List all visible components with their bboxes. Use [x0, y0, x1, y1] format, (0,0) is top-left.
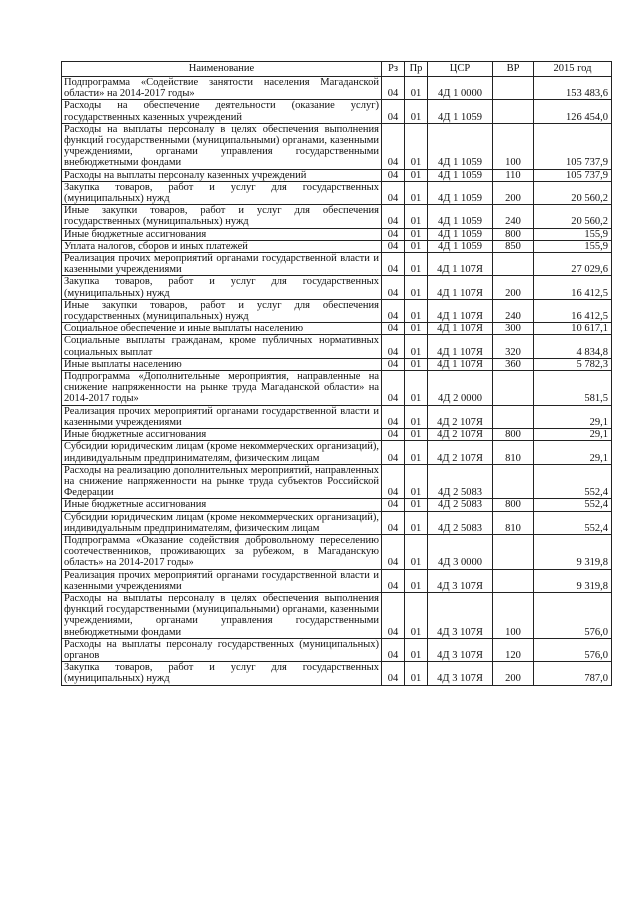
header-vr: ВР — [493, 62, 534, 77]
row-csr: 4Д 2 107Я — [428, 441, 493, 464]
row-name: Расходы на выплаты персоналу в целях обеспечения выполнения функций государственными (муниципальными) органами, казенными учреждениями, органами управления государственными внебюджетными фондами — [62, 123, 382, 169]
row-csr: 4Д 1 1059 — [428, 205, 493, 228]
row-pr: 01 — [405, 169, 428, 181]
row-pr: 01 — [405, 323, 428, 335]
table-row — [62, 511, 612, 534]
row-rz: 04 — [382, 429, 405, 441]
row-amount: 105 737,9 — [534, 123, 612, 169]
row-csr: 4Д 1 107Я — [428, 358, 493, 370]
row-pr: 01 — [405, 205, 428, 228]
row-vr: 100 — [493, 123, 534, 169]
row-pr: 01 — [405, 592, 428, 638]
row-pr: 01 — [405, 253, 428, 276]
row-vr: 200 — [493, 276, 534, 299]
row-pr: 01 — [405, 123, 428, 169]
row-name: Реализация прочих мероприятий органами государственной власти и казенными учреждениями — [62, 569, 382, 592]
table-row — [62, 228, 612, 240]
row-name: Расходы на выплаты персоналу казенных учреждений — [62, 169, 382, 181]
row-vr: 100 — [493, 592, 534, 638]
row-amount: 29,1 — [534, 405, 612, 428]
row-pr: 01 — [405, 638, 428, 661]
row-rz: 04 — [382, 77, 405, 100]
row-vr: 200 — [493, 662, 534, 685]
table-row — [62, 169, 612, 181]
table-row — [62, 205, 612, 228]
row-vr: 200 — [493, 181, 534, 204]
row-rz: 04 — [382, 405, 405, 428]
row-csr: 4Д 2 0000 — [428, 371, 493, 406]
row-pr: 01 — [405, 662, 428, 685]
row-name: Расходы на выплаты персоналу в целях обеспечения выполнения функций государственными (муниципальными) органами, казенными учреждениями, органами управления государственными внебюджетными фондами — [62, 592, 382, 638]
row-name: Закупка товаров, работ и услуг для государственных (муниципальных) нужд — [62, 276, 382, 299]
row-amount: 9 319,8 — [534, 534, 612, 569]
row-name: Социальное обеспечение и иные выплаты населению — [62, 323, 382, 335]
header-pr: Пр — [405, 62, 428, 77]
row-csr: 4Д 3 107Я — [428, 638, 493, 661]
table-row — [62, 358, 612, 370]
row-rz: 04 — [382, 169, 405, 181]
row-amount: 16 412,5 — [534, 299, 612, 322]
table-row — [62, 441, 612, 464]
row-vr — [493, 100, 534, 123]
row-name: Расходы на выплаты персоналу государственных (муниципальных) органов — [62, 638, 382, 661]
row-csr: 4Д 2 107Я — [428, 429, 493, 441]
row-csr: 4Д 2 5083 — [428, 511, 493, 534]
row-amount: 155,9 — [534, 240, 612, 252]
row-vr: 110 — [493, 169, 534, 181]
row-csr: 4Д 1 1059 — [428, 240, 493, 252]
row-csr: 4Д 3 107Я — [428, 592, 493, 638]
row-rz: 04 — [382, 662, 405, 685]
row-pr: 01 — [405, 534, 428, 569]
row-vr: 810 — [493, 511, 534, 534]
row-pr: 01 — [405, 499, 428, 511]
row-name: Иные закупки товаров, работ и услуг для обеспечения государственных (муниципальных) нужд — [62, 299, 382, 322]
row-vr: 800 — [493, 429, 534, 441]
row-csr: 4Д 3 107Я — [428, 569, 493, 592]
header-csr: ЦСР — [428, 62, 493, 77]
row-name: Социальные выплаты гражданам, кроме публичных нормативных социальных выплат — [62, 335, 382, 358]
row-amount: 576,0 — [534, 638, 612, 661]
row-name: Подпрограмма «Дополнительные мероприятия, направленные на снижение напряженности на рынке труда Магаданской области» на 2014-2017 годы» — [62, 371, 382, 406]
row-name: Иные бюджетные ассигнования — [62, 499, 382, 511]
row-vr: 810 — [493, 441, 534, 464]
table-row — [62, 299, 612, 322]
row-csr: 4Д 3 0000 — [428, 534, 493, 569]
header-rz: Рз — [382, 62, 405, 77]
row-rz: 04 — [382, 205, 405, 228]
row-pr: 01 — [405, 77, 428, 100]
table-row — [62, 335, 612, 358]
table-row — [62, 323, 612, 335]
row-amount: 581,5 — [534, 371, 612, 406]
row-vr: 300 — [493, 323, 534, 335]
table-row — [62, 77, 612, 100]
row-name: Расходы на реализацию дополнительных мероприятий, направленных на снижение напряженности на рынке труда субъектов Российской Федерации — [62, 464, 382, 499]
row-csr: 4Д 1 1059 — [428, 169, 493, 181]
row-rz: 04 — [382, 123, 405, 169]
row-pr: 01 — [405, 569, 428, 592]
row-pr: 01 — [405, 240, 428, 252]
table-row — [62, 534, 612, 569]
row-name: Иные бюджетные ассигнования — [62, 429, 382, 441]
table-row — [62, 662, 612, 685]
row-rz: 04 — [382, 228, 405, 240]
row-amount: 105 737,9 — [534, 169, 612, 181]
row-name: Подпрограмма «Содействие занятости населения Магаданской области» на 2014-2017 годы» — [62, 77, 382, 100]
table-row — [62, 240, 612, 252]
table-row — [62, 371, 612, 406]
row-rz: 04 — [382, 181, 405, 204]
row-amount: 576,0 — [534, 592, 612, 638]
row-amount: 126 454,0 — [534, 100, 612, 123]
row-name: Закупка товаров, работ и услуг для государственных (муниципальных) нужд — [62, 662, 382, 685]
row-amount: 153 483,6 — [534, 77, 612, 100]
row-name: Иные выплаты населению — [62, 358, 382, 370]
row-csr: 4Д 1 0000 — [428, 77, 493, 100]
row-name: Субсидии юридическим лицам (кроме некоммерческих организаций), индивидуальным предпринимателям, физическим лицам — [62, 511, 382, 534]
row-vr — [493, 405, 534, 428]
table-row — [62, 569, 612, 592]
row-vr — [493, 77, 534, 100]
header-year: 2015 год — [534, 62, 612, 77]
row-name: Закупка товаров, работ и услуг для государственных (муниципальных) нужд — [62, 181, 382, 204]
row-csr: 4Д 1 1059 — [428, 181, 493, 204]
table-row — [62, 100, 612, 123]
row-pr: 01 — [405, 358, 428, 370]
row-vr: 240 — [493, 299, 534, 322]
row-vr — [493, 569, 534, 592]
row-rz: 04 — [382, 100, 405, 123]
row-name: Расходы на обеспечение деятельности (оказание услуг) государственных казенных учреждений — [62, 100, 382, 123]
row-rz: 04 — [382, 499, 405, 511]
row-csr: 4Д 2 107Я — [428, 405, 493, 428]
row-vr: 850 — [493, 240, 534, 252]
row-csr: 4Д 3 107Я — [428, 662, 493, 685]
row-amount: 155,9 — [534, 228, 612, 240]
row-pr: 01 — [405, 429, 428, 441]
table-body — [62, 77, 612, 686]
header-row — [62, 62, 612, 77]
row-pr: 01 — [405, 228, 428, 240]
row-amount: 27 029,6 — [534, 253, 612, 276]
row-pr: 01 — [405, 371, 428, 406]
row-vr: 360 — [493, 358, 534, 370]
row-name: Уплата налогов, сборов и иных платежей — [62, 240, 382, 252]
row-rz: 04 — [382, 534, 405, 569]
row-csr: 4Д 1 107Я — [428, 253, 493, 276]
row-vr — [493, 534, 534, 569]
row-vr: 240 — [493, 205, 534, 228]
row-pr: 01 — [405, 335, 428, 358]
row-amount: 552,4 — [534, 511, 612, 534]
table-row — [62, 276, 612, 299]
row-csr: 4Д 1 107Я — [428, 323, 493, 335]
row-rz: 04 — [382, 253, 405, 276]
header-name: Наименование — [62, 62, 382, 77]
table-row — [62, 499, 612, 511]
row-amount: 4 834,8 — [534, 335, 612, 358]
row-amount: 787,0 — [534, 662, 612, 685]
row-pr: 01 — [405, 100, 428, 123]
row-name: Подпрограмма «Оказание содействия добровольному переселению соотечественников, проживающих за рубежом, в Магаданскую область» на 2014-2017 годы» — [62, 534, 382, 569]
row-rz: 04 — [382, 638, 405, 661]
row-pr: 01 — [405, 511, 428, 534]
row-pr: 01 — [405, 464, 428, 499]
row-rz: 04 — [382, 335, 405, 358]
row-rz: 04 — [382, 371, 405, 406]
row-rz: 04 — [382, 240, 405, 252]
table-row — [62, 181, 612, 204]
table-row — [62, 253, 612, 276]
row-pr: 01 — [405, 441, 428, 464]
row-pr: 01 — [405, 276, 428, 299]
row-amount: 5 782,3 — [534, 358, 612, 370]
row-csr: 4Д 1 1059 — [428, 123, 493, 169]
table-row — [62, 638, 612, 661]
row-csr: 4Д 2 5083 — [428, 499, 493, 511]
row-rz: 04 — [382, 323, 405, 335]
table-row — [62, 429, 612, 441]
table-row — [62, 592, 612, 638]
row-rz: 04 — [382, 441, 405, 464]
row-vr — [493, 371, 534, 406]
row-rz: 04 — [382, 511, 405, 534]
row-amount: 552,4 — [534, 499, 612, 511]
row-name: Реализация прочих мероприятий органами государственной власти и казенными учреждениями — [62, 405, 382, 428]
table-row — [62, 405, 612, 428]
row-amount: 29,1 — [534, 429, 612, 441]
row-vr — [493, 464, 534, 499]
row-vr: 800 — [493, 499, 534, 511]
budget-document — [61, 61, 611, 686]
row-vr: 120 — [493, 638, 534, 661]
row-amount: 20 560,2 — [534, 205, 612, 228]
row-name: Иные бюджетные ассигнования — [62, 228, 382, 240]
row-vr: 320 — [493, 335, 534, 358]
row-csr: 4Д 1 107Я — [428, 299, 493, 322]
row-pr: 01 — [405, 405, 428, 428]
table-row — [62, 123, 612, 169]
row-rz: 04 — [382, 464, 405, 499]
row-rz: 04 — [382, 276, 405, 299]
row-name: Иные закупки товаров, работ и услуг для обеспечения государственных (муниципальных) нужд — [62, 205, 382, 228]
budget-table — [61, 61, 612, 686]
row-name: Субсидии юридическим лицам (кроме некоммерческих организаций), индивидуальным предпринимателям, физическим лицам — [62, 441, 382, 464]
row-csr: 4Д 1 1059 — [428, 100, 493, 123]
row-name: Реализация прочих мероприятий органами государственной власти и казенными учреждениями — [62, 253, 382, 276]
row-rz: 04 — [382, 569, 405, 592]
row-csr: 4Д 1 107Я — [428, 276, 493, 299]
row-amount: 10 617,1 — [534, 323, 612, 335]
row-amount: 9 319,8 — [534, 569, 612, 592]
row-vr — [493, 253, 534, 276]
table-row — [62, 464, 612, 499]
row-vr: 800 — [493, 228, 534, 240]
row-pr: 01 — [405, 299, 428, 322]
row-pr: 01 — [405, 181, 428, 204]
row-amount: 20 560,2 — [534, 181, 612, 204]
row-csr: 4Д 1 107Я — [428, 335, 493, 358]
row-rz: 04 — [382, 358, 405, 370]
row-csr: 4Д 2 5083 — [428, 464, 493, 499]
row-rz: 04 — [382, 299, 405, 322]
row-amount: 552,4 — [534, 464, 612, 499]
row-amount: 16 412,5 — [534, 276, 612, 299]
row-csr: 4Д 1 1059 — [428, 228, 493, 240]
row-rz: 04 — [382, 592, 405, 638]
row-amount: 29,1 — [534, 441, 612, 464]
